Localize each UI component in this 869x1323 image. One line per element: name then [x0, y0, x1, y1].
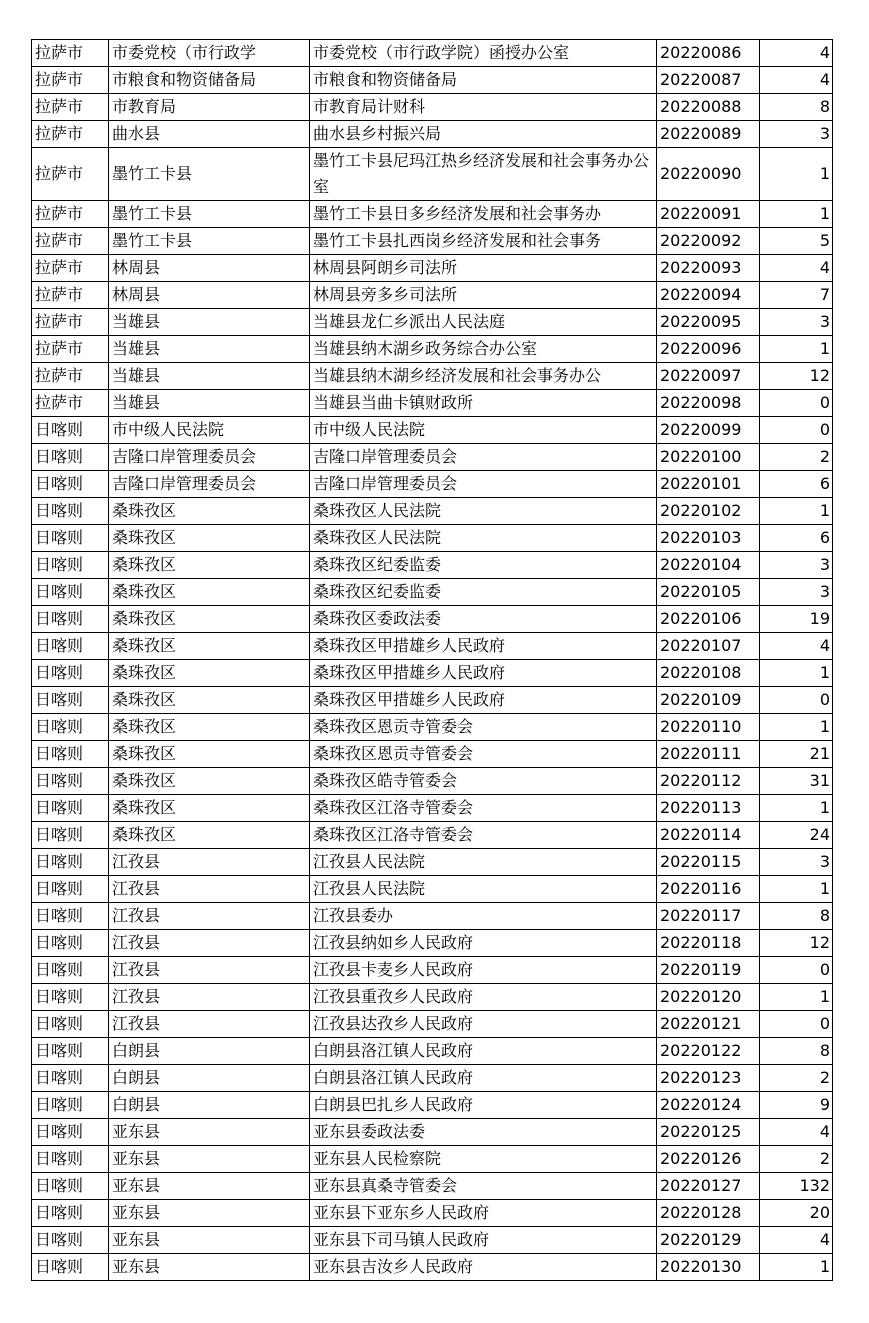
cell-position-code: 20220104: [657, 552, 760, 579]
table-row: [32, 228, 833, 255]
cell-count: 0: [760, 390, 833, 417]
cell-count: 2: [760, 1065, 833, 1092]
cell-department: 桑珠孜区: [109, 498, 310, 525]
cell-unit: 江孜县人民法院: [310, 876, 657, 903]
cell-unit: 林周县旁多乡司法所: [310, 282, 657, 309]
cell-count: 3: [760, 309, 833, 336]
cell-position-code: 20220089: [657, 121, 760, 148]
cell-unit: 江孜县卡麦乡人民政府: [310, 957, 657, 984]
cell-count: 8: [760, 1038, 833, 1065]
cell-count: 4: [760, 40, 833, 67]
cell-position-code: 20220105: [657, 579, 760, 606]
table-row: [32, 903, 833, 930]
cell-count: 6: [760, 471, 833, 498]
table-row: [32, 1173, 833, 1200]
cell-department: 白朗县: [109, 1038, 310, 1065]
cell-position-code: 20220127: [657, 1173, 760, 1200]
cell-position-code: 20220087: [657, 67, 760, 94]
cell-department: 亚东县: [109, 1119, 310, 1146]
table-row: [32, 849, 833, 876]
table-row: [32, 1119, 833, 1146]
cell-city: 日喀则: [32, 741, 109, 768]
cell-unit: 桑珠孜区甲措雄乡人民政府: [310, 660, 657, 687]
table-row: [32, 984, 833, 1011]
cell-position-code: 20220128: [657, 1200, 760, 1227]
cell-unit: 桑珠孜区恩贡寺管委会: [310, 714, 657, 741]
cell-count: 0: [760, 1011, 833, 1038]
cell-city: 日喀则: [32, 768, 109, 795]
cell-city: 日喀则: [32, 498, 109, 525]
cell-position-code: 20220125: [657, 1119, 760, 1146]
cell-department: 桑珠孜区: [109, 714, 310, 741]
data-table: [31, 39, 833, 1281]
cell-unit: 当雄县龙仁乡派出人民法庭: [310, 309, 657, 336]
table-row: [32, 309, 833, 336]
cell-department: 江孜县: [109, 903, 310, 930]
cell-position-code: 20220108: [657, 660, 760, 687]
cell-count: 8: [760, 903, 833, 930]
cell-position-code: 20220099: [657, 417, 760, 444]
cell-city: 日喀则: [32, 1065, 109, 1092]
cell-count: 1: [760, 876, 833, 903]
cell-department: 桑珠孜区: [109, 687, 310, 714]
cell-city: 日喀则: [32, 444, 109, 471]
table-row: [32, 633, 833, 660]
cell-city: 日喀则: [32, 1227, 109, 1254]
cell-department: 江孜县: [109, 957, 310, 984]
cell-position-code: 20220109: [657, 687, 760, 714]
cell-city: 日喀则: [32, 876, 109, 903]
table-row: [32, 363, 833, 390]
cell-position-code: 20220124: [657, 1092, 760, 1119]
cell-department: 市委党校（市行政学: [109, 40, 310, 67]
cell-department: 桑珠孜区: [109, 741, 310, 768]
cell-position-code: 20220121: [657, 1011, 760, 1038]
cell-unit: 江孜县达孜乡人民政府: [310, 1011, 657, 1038]
cell-department: 曲水县: [109, 121, 310, 148]
cell-position-code: 20220107: [657, 633, 760, 660]
cell-department: 当雄县: [109, 336, 310, 363]
cell-unit: 墨竹工卡县扎西岗乡经济发展和社会事务: [310, 228, 657, 255]
cell-unit: 桑珠孜区纪委监委: [310, 579, 657, 606]
cell-position-code: 20220116: [657, 876, 760, 903]
cell-city: 日喀则: [32, 1092, 109, 1119]
cell-unit: 桑珠孜区委政法委: [310, 606, 657, 633]
cell-city: 拉萨市: [32, 363, 109, 390]
cell-count: 4: [760, 1227, 833, 1254]
cell-city: 日喀则: [32, 957, 109, 984]
cell-position-code: 20220110: [657, 714, 760, 741]
cell-city: 日喀则: [32, 660, 109, 687]
cell-unit: 市委党校（市行政学院）函授办公室: [310, 40, 657, 67]
cell-city: 拉萨市: [32, 228, 109, 255]
cell-city: 日喀则: [32, 1200, 109, 1227]
cell-department: 当雄县: [109, 309, 310, 336]
cell-count: 9: [760, 1092, 833, 1119]
cell-unit: 桑珠孜区江洛寺管委会: [310, 822, 657, 849]
cell-department: 当雄县: [109, 363, 310, 390]
table-row: [32, 714, 833, 741]
table-body: [32, 40, 833, 1281]
cell-count: 2: [760, 1146, 833, 1173]
table-row: [32, 1146, 833, 1173]
table-row: [32, 930, 833, 957]
cell-position-code: 20220101: [657, 471, 760, 498]
cell-position-code: 20220113: [657, 795, 760, 822]
cell-unit: 当雄县纳木湖乡政务综合办公室: [310, 336, 657, 363]
table-row: [32, 768, 833, 795]
cell-city: 日喀则: [32, 1119, 109, 1146]
cell-city: 日喀则: [32, 984, 109, 1011]
cell-count: 1: [760, 984, 833, 1011]
cell-unit: 亚东县下司马镇人民政府: [310, 1227, 657, 1254]
cell-unit: 当雄县纳木湖乡经济发展和社会事务办公: [310, 363, 657, 390]
cell-department: 桑珠孜区: [109, 795, 310, 822]
table-row: [32, 94, 833, 121]
cell-city: 日喀则: [32, 552, 109, 579]
cell-department: 市教育局: [109, 94, 310, 121]
cell-count: 21: [760, 741, 833, 768]
cell-position-code: 20220106: [657, 606, 760, 633]
cell-count: 2: [760, 444, 833, 471]
cell-position-code: 20220096: [657, 336, 760, 363]
table-row: [32, 579, 833, 606]
cell-count: 19: [760, 606, 833, 633]
cell-count: 1: [760, 714, 833, 741]
table-row: [32, 660, 833, 687]
table-row: [32, 552, 833, 579]
cell-unit: 墨竹工卡县日多乡经济发展和社会事务办: [310, 201, 657, 228]
cell-position-code: 20220097: [657, 363, 760, 390]
cell-position-code: 20220095: [657, 309, 760, 336]
table-row: [32, 121, 833, 148]
table-row: [32, 255, 833, 282]
cell-position-code: 20220091: [657, 201, 760, 228]
cell-count: 3: [760, 121, 833, 148]
cell-unit: 白朗县洛江镇人民政府: [310, 1038, 657, 1065]
cell-department: 亚东县: [109, 1173, 310, 1200]
cell-position-code: 20220122: [657, 1038, 760, 1065]
cell-count: 1: [760, 660, 833, 687]
table-row: [32, 67, 833, 94]
cell-city: 拉萨市: [32, 201, 109, 228]
cell-unit: 桑珠孜区纪委监委: [310, 552, 657, 579]
cell-department: 吉隆口岸管理委员会: [109, 444, 310, 471]
cell-count: 12: [760, 930, 833, 957]
cell-city: 日喀则: [32, 1254, 109, 1281]
cell-position-code: 20220100: [657, 444, 760, 471]
table-row: [32, 525, 833, 552]
cell-count: 20: [760, 1200, 833, 1227]
cell-unit: 桑珠孜区人民法院: [310, 525, 657, 552]
cell-unit: 市粮食和物资储备局: [310, 67, 657, 94]
table-row: [32, 822, 833, 849]
cell-unit: 亚东县下亚东乡人民政府: [310, 1200, 657, 1227]
cell-unit: 白朗县巴扎乡人民政府: [310, 1092, 657, 1119]
cell-city: 日喀则: [32, 1038, 109, 1065]
table-row: [32, 1200, 833, 1227]
cell-city: 日喀则: [32, 579, 109, 606]
cell-count: 4: [760, 1119, 833, 1146]
cell-department: 桑珠孜区: [109, 606, 310, 633]
table-row: [32, 1092, 833, 1119]
cell-count: 1: [760, 336, 833, 363]
cell-department: 江孜县: [109, 849, 310, 876]
cell-city: 拉萨市: [32, 255, 109, 282]
table-row: [32, 417, 833, 444]
cell-count: 0: [760, 417, 833, 444]
cell-count: 4: [760, 67, 833, 94]
cell-city: 拉萨市: [32, 94, 109, 121]
cell-department: 市中级人民法院: [109, 417, 310, 444]
cell-position-code: 20220111: [657, 741, 760, 768]
cell-count: 12: [760, 363, 833, 390]
cell-city: 拉萨市: [32, 390, 109, 417]
cell-department: 桑珠孜区: [109, 768, 310, 795]
cell-position-code: 20220103: [657, 525, 760, 552]
cell-unit: 江孜县重孜乡人民政府: [310, 984, 657, 1011]
cell-position-code: 20220126: [657, 1146, 760, 1173]
cell-count: 4: [760, 255, 833, 282]
cell-department: 亚东县: [109, 1146, 310, 1173]
cell-department: 桑珠孜区: [109, 579, 310, 606]
table-row: [32, 687, 833, 714]
cell-count: 24: [760, 822, 833, 849]
cell-position-code: 20220130: [657, 1254, 760, 1281]
cell-city: 日喀则: [32, 795, 109, 822]
cell-count: 0: [760, 687, 833, 714]
cell-unit: 桑珠孜区人民法院: [310, 498, 657, 525]
cell-city: 日喀则: [32, 417, 109, 444]
cell-unit: 江孜县委办: [310, 903, 657, 930]
cell-unit: 江孜县人民法院: [310, 849, 657, 876]
cell-unit: 桑珠孜区皓寺管委会: [310, 768, 657, 795]
table-row: [32, 606, 833, 633]
cell-city: 日喀则: [32, 525, 109, 552]
cell-unit: 亚东县委政法委: [310, 1119, 657, 1146]
cell-position-code: 20220088: [657, 94, 760, 121]
cell-position-code: 20220086: [657, 40, 760, 67]
cell-city: 日喀则: [32, 606, 109, 633]
cell-department: 亚东县: [109, 1200, 310, 1227]
table-row: [32, 741, 833, 768]
table-row: [32, 336, 833, 363]
cell-unit: 亚东县吉汝乡人民政府: [310, 1254, 657, 1281]
cell-position-code: 20220129: [657, 1227, 760, 1254]
cell-position-code: 20220090: [657, 148, 760, 201]
cell-city: 拉萨市: [32, 40, 109, 67]
cell-city: 拉萨市: [32, 309, 109, 336]
cell-count: 3: [760, 849, 833, 876]
cell-department: 墨竹工卡县: [109, 228, 310, 255]
cell-city: 日喀则: [32, 471, 109, 498]
cell-department: 江孜县: [109, 930, 310, 957]
cell-department: 墨竹工卡县: [109, 201, 310, 228]
table-row: [32, 1038, 833, 1065]
cell-position-code: 20220092: [657, 228, 760, 255]
cell-city: 日喀则: [32, 633, 109, 660]
cell-unit: 江孜县纳如乡人民政府: [310, 930, 657, 957]
cell-count: 1: [760, 148, 833, 201]
cell-city: 日喀则: [32, 687, 109, 714]
cell-count: 1: [760, 795, 833, 822]
cell-city: 日喀则: [32, 822, 109, 849]
cell-city: 日喀则: [32, 1173, 109, 1200]
table-row: [32, 40, 833, 67]
cell-position-code: 20220117: [657, 903, 760, 930]
cell-position-code: 20220118: [657, 930, 760, 957]
cell-position-code: 20220093: [657, 255, 760, 282]
cell-city: 拉萨市: [32, 67, 109, 94]
cell-unit: 墨竹工卡县尼玛江热乡经济发展和社会事务办公室: [310, 148, 657, 201]
cell-city: 日喀则: [32, 903, 109, 930]
cell-unit: 白朗县洛江镇人民政府: [310, 1065, 657, 1092]
cell-department: 墨竹工卡县: [109, 148, 310, 201]
cell-department: 林周县: [109, 282, 310, 309]
table-row: [32, 498, 833, 525]
cell-department: 市粮食和物资储备局: [109, 67, 310, 94]
cell-city: 拉萨市: [32, 121, 109, 148]
table-row: [32, 1065, 833, 1092]
table-row: [32, 471, 833, 498]
cell-department: 白朗县: [109, 1065, 310, 1092]
cell-unit: 林周县阿朗乡司法所: [310, 255, 657, 282]
cell-city: 日喀则: [32, 849, 109, 876]
cell-position-code: 20220119: [657, 957, 760, 984]
cell-count: 8: [760, 94, 833, 121]
table-row: [32, 390, 833, 417]
table-row: [32, 876, 833, 903]
cell-department: 林周县: [109, 255, 310, 282]
cell-unit: 桑珠孜区甲措雄乡人民政府: [310, 687, 657, 714]
cell-count: 1: [760, 1254, 833, 1281]
cell-count: 7: [760, 282, 833, 309]
table-row: [32, 1227, 833, 1254]
cell-unit: 桑珠孜区江洛寺管委会: [310, 795, 657, 822]
cell-department: 桑珠孜区: [109, 525, 310, 552]
cell-unit: 亚东县人民检察院: [310, 1146, 657, 1173]
cell-city: 拉萨市: [32, 336, 109, 363]
cell-unit: 曲水县乡村振兴局: [310, 121, 657, 148]
cell-unit: 当雄县当曲卡镇财政所: [310, 390, 657, 417]
cell-position-code: 20220112: [657, 768, 760, 795]
cell-count: 1: [760, 201, 833, 228]
table-row: [32, 795, 833, 822]
table-row: [32, 1254, 833, 1281]
cell-city: 拉萨市: [32, 282, 109, 309]
cell-department: 桑珠孜区: [109, 552, 310, 579]
cell-department: 江孜县: [109, 876, 310, 903]
cell-position-code: 20220102: [657, 498, 760, 525]
cell-unit: 桑珠孜区甲措雄乡人民政府: [310, 633, 657, 660]
cell-department: 桑珠孜区: [109, 660, 310, 687]
cell-city: 日喀则: [32, 714, 109, 741]
table-row: [32, 201, 833, 228]
table-row: [32, 444, 833, 471]
cell-count: 0: [760, 957, 833, 984]
cell-unit: 桑珠孜区恩贡寺管委会: [310, 741, 657, 768]
cell-position-code: 20220120: [657, 984, 760, 1011]
cell-city: 日喀则: [32, 930, 109, 957]
cell-unit: 吉隆口岸管理委员会: [310, 471, 657, 498]
table-row: [32, 1011, 833, 1038]
table-row: [32, 148, 833, 201]
cell-city: 拉萨市: [32, 148, 109, 201]
cell-position-code: 20220123: [657, 1065, 760, 1092]
table-row: [32, 282, 833, 309]
cell-count: 31: [760, 768, 833, 795]
cell-position-code: 20220115: [657, 849, 760, 876]
cell-count: 3: [760, 579, 833, 606]
cell-count: 1: [760, 498, 833, 525]
cell-department: 江孜县: [109, 984, 310, 1011]
cell-position-code: 20220114: [657, 822, 760, 849]
cell-department: 吉隆口岸管理委员会: [109, 471, 310, 498]
cell-count: 6: [760, 525, 833, 552]
cell-count: 5: [760, 228, 833, 255]
cell-department: 白朗县: [109, 1092, 310, 1119]
cell-unit: 市中级人民法院: [310, 417, 657, 444]
cell-position-code: 20220094: [657, 282, 760, 309]
cell-unit: 亚东县真桑寺管委会: [310, 1173, 657, 1200]
cell-count: 3: [760, 552, 833, 579]
table-row: [32, 957, 833, 984]
cell-department: 桑珠孜区: [109, 633, 310, 660]
cell-department: 亚东县: [109, 1227, 310, 1254]
cell-unit: 吉隆口岸管理委员会: [310, 444, 657, 471]
cell-city: 日喀则: [32, 1011, 109, 1038]
cell-department: 江孜县: [109, 1011, 310, 1038]
cell-city: 日喀则: [32, 1146, 109, 1173]
cell-department: 亚东县: [109, 1254, 310, 1281]
cell-department: 当雄县: [109, 390, 310, 417]
cell-department: 桑珠孜区: [109, 822, 310, 849]
cell-unit: 市教育局计财科: [310, 94, 657, 121]
cell-count: 4: [760, 633, 833, 660]
cell-count: 132: [760, 1173, 833, 1200]
cell-position-code: 20220098: [657, 390, 760, 417]
